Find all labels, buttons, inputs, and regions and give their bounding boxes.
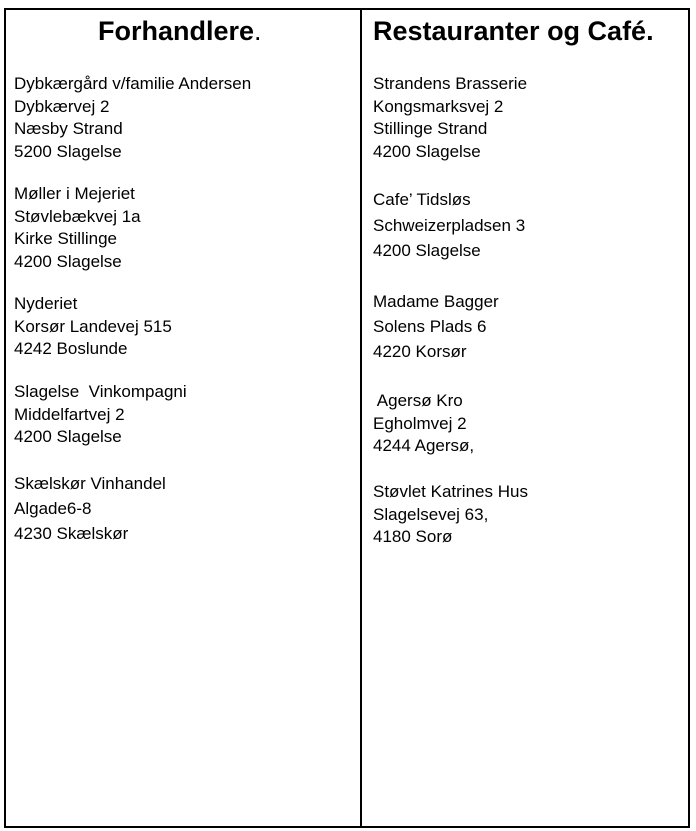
dealer-street: Algade6-8 — [14, 499, 92, 518]
dealer-postal-city: 4230 Skælskør — [14, 524, 129, 543]
restaurant-name: Strandens Brasserie — [373, 74, 528, 93]
dealer-locality: Kirke Stillinge — [14, 229, 117, 248]
restaurant-name: Madame Bagger — [373, 292, 499, 311]
dealer-name: Møller i Mejeriet — [14, 184, 135, 203]
restaurant-entry — [373, 187, 525, 264]
restaurant-street: Egholmvej 2 — [373, 413, 467, 433]
dealer-entry — [14, 381, 187, 449]
dealer-street: Støvlebækvej 1a — [14, 206, 141, 226]
dealer-postal-city: 4200 Slagelse — [14, 427, 122, 446]
restaurant-street: Schweizerpladsen 3 — [373, 215, 526, 235]
dealer-entry — [14, 471, 166, 546]
restaurant-name: Agersø Kro — [373, 391, 463, 410]
restaurant-street: Slagelsevej 63, — [373, 504, 489, 524]
dealer-name: Nyderiet — [14, 294, 78, 313]
dealer-postal-city: 5200 Slagelse — [14, 141, 122, 161]
restaurant-street: Solens Plads 6 — [373, 317, 487, 336]
dealers-heading-period: . — [254, 16, 262, 46]
dealer-street: Dybkærvej 2 — [14, 96, 110, 116]
dealer-name: Slagelse Vinkompagni — [14, 382, 187, 401]
dealer-locality: Næsby Strand — [14, 119, 123, 138]
restaurants-heading: Restauranter og Café. — [373, 16, 654, 46]
dealer-postal-city: 4242 Boslunde — [14, 339, 128, 358]
dealer-name: Dybkærgård v/familie Andersen — [14, 74, 252, 93]
restaurant-entry — [373, 481, 528, 549]
dealer-street: Korsør Landevej 515 — [14, 316, 172, 336]
restaurant-name: Cafe’ Tidsløs — [373, 190, 471, 209]
restaurant-postal-city: 4180 Sorø — [373, 527, 453, 546]
restaurant-street: Kongsmarksvej 2 — [373, 96, 504, 116]
restaurant-name: Støvlet Katrines Hus — [373, 482, 528, 501]
restaurant-postal-city: 4200 Slagelse — [373, 241, 481, 260]
column-divider — [360, 8, 362, 828]
dealers-heading-text: Forhandlere — [98, 16, 255, 46]
restaurant-postal-city: 4200 Slagelse — [373, 141, 481, 161]
restaurant-entry — [373, 390, 474, 458]
restaurant-entry — [373, 73, 527, 163]
dealers-heading — [98, 14, 262, 48]
restaurant-locality: Stillinge Strand — [373, 119, 488, 138]
dealer-entry — [14, 183, 141, 273]
restaurant-postal-city: 4220 Korsør — [373, 342, 467, 361]
dealer-street: Middelfartvej 2 — [14, 404, 125, 424]
dealer-name: Skælskør Vinhandel — [14, 474, 166, 493]
restaurant-postal-city: 4244 Agersø, — [373, 436, 475, 455]
dealer-entry — [14, 293, 172, 361]
dealer-postal-city: 4200 Slagelse — [14, 251, 122, 271]
dealer-entry — [14, 73, 251, 163]
restaurant-entry — [373, 289, 499, 364]
